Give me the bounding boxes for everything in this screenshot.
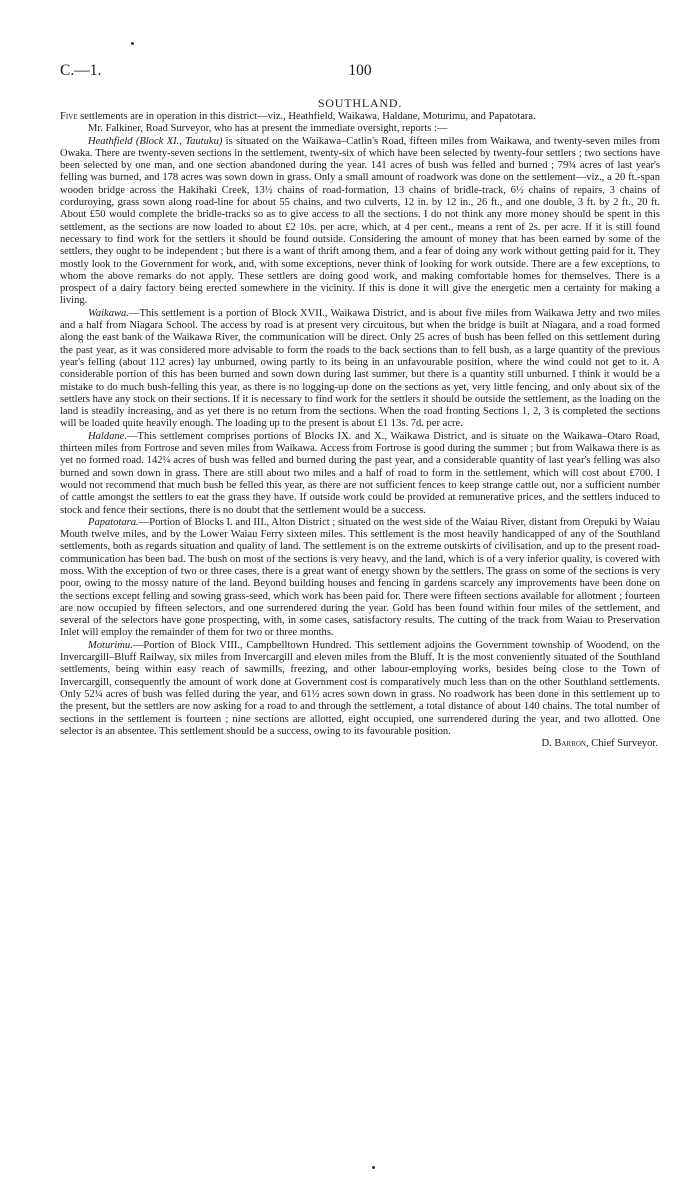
- document-body: [60, 111, 660, 750]
- paragraph-heading: Heathfield (Block XI., Tautuku): [88, 135, 223, 147]
- intro-lead-word: Five: [60, 111, 78, 122]
- signature-surname: Barron: [554, 738, 586, 750]
- paragraph-moturimu: [60, 640, 660, 738]
- intro-text: settlements are in operation in this district—viz., Heathfield, Waikawa, Haldane, Moturimu, and Papatotara.: [77, 111, 536, 122]
- paragraph-papatotara: [60, 517, 660, 640]
- paragraph-heading: Haldane.: [88, 430, 127, 442]
- signature: [60, 738, 660, 750]
- paragraph-text: —This settlement is a portion of Block XVII., Waikawa District, and is about five miles from Waikawa Jetty and two miles and a half from Niagara School. The access by road is at present very circuitous, but when the bridge is built at Niagara, and a road formed along the east bank of the Waikawa River, the communication will be direct. Only 25 acres of bush has been felled on this settlement during the past year, as it was considered more advisable to form the roads to the back sections than to fell bush, as a large quantity of the previous year's felling (about 112 acres) lay unburned, owing partly to its being in an unfavourable position, where the wind could not get to it. A considerable portion of this has been burned and sown down during last summer, but there is a quantity still unburned. I think it would be a mistake to do much bush-felling this year, as there is no logging-up done on the sections as yet, very little fencing, and only about six of the settlers have any stock on their sections. If it is necessary to find work for the settlers it should be outside the settlement, as the loading on the land is steadily increasing, and as yet there is no return from the sections. When the road fronting Sections 1, 2, 3 is completed the sections will be loaded quite heavily enough. The loading up to the present is about £1 13s. 7d. per acre.: [60, 307, 660, 430]
- paragraph-waikawa: [60, 308, 660, 431]
- page-mark-bottom: [372, 1166, 375, 1169]
- page-mark-top: [131, 42, 134, 45]
- page-header: [60, 62, 660, 84]
- paragraph-heading: Moturimu.: [88, 639, 133, 651]
- paragraph-text: —Portion of Block VIII., Campbelltown Hundred. This settlement adjoins the Government township of Woodend, on the Invercargill–Bluff Railway, six miles from Invercargill and eleven miles from the Bluff. It is the most conveniently situated of the Southland settlements, being within easy reach of sawmills, freezing, and other labour-employing works, besides being close to the Town of Invercargill, consequently the amount of work done at Government cost is comparatively much less than on the other Southland settlements. Only 52¼ acres of bush was felled during the year, and 61½ acres sown down in grass. No roadwork has been done in this settlement up to the present, but the settlers are now asking for a road to and through the settlement, a total distance of about 140 chains. The total number of sections in the settlement is fourteen ; nine sections are allotted, eight occupied, one surrendered during the year, and two allotted. One selector is an absentee. This settlement should be a success, owing to its favourable position.: [60, 639, 660, 737]
- intro-paragraph: [60, 111, 660, 123]
- paragraph-haldane: [60, 431, 660, 517]
- signature-initial: D.: [541, 738, 555, 750]
- page-number: 100: [348, 62, 372, 79]
- paragraph-text: —Portion of Blocks I. and III., Alton District ; situated on the west side of the Waiau River, distant from Orepuki by Waiau Mouth twelve miles, and by the Lower Waiau Ferry sixteen miles. This settlement is the most heavily handicapped of any of the Southland settlements, both as regards situation and quality of land. The settlement is on the extreme outskirts of civilisation, and up to the present road-communication has been bad. The bush on most of the sections is very heavy, and the land, which is of a very inferior quality, is covered with moss. With the exception of two or three cases, there is a great want of energy shown by the settlers. The grass on some of the sections is very poor, owing to the mossy nature of the land. Beyond building houses and fencing in gardens scarcely any improvements have been done on the sections except felling and sowing grass-seed, which work has been paid for. There were fifteen sections available for allotment ; fourteen are now occupied by fifteen selectors, and one surrendered during the year. Gold has been found within four miles of the settlement, and several of the selectors have gone prospecting, with, in some cases, satisfactory results. The cutting of the track from Waiau to Preservation Inlet will employ the remainder of them for two or three months.: [60, 516, 660, 639]
- paragraph-heading: Papatotara.: [88, 516, 139, 528]
- paragraph-text: is situated on the Waikawa–Catlin's Road, fifteen miles from Waikawa, and twenty-seven miles from Owaka. There are twenty-seven sections in the settlement, twenty-six of which have been selected by twenty-four settlers ; two sections have been selected by one man, and one section abandoned during the year. 141 acres of bush was felled and burned ; 79¾ acres of last year's felling was burned, and 178 acres was sown down in grass. Only a small amount of roadwork was done on the settlement—viz., a 20 ft.-span wooden bridge across the Hakihaki Creek, 13½ chains of road-formation, 13 chains of bridle-track, 6½ chains of repairs, 3 chains of corduroying, grass sown along road-line for about 55 chains, and two culverts, 12 in. by 12 in., 26 ft., and one double, 3 ft. by 2 ft., 20 ft. About £50 would complete the bridle-tracks so as to give access to all the sections. I do not think any more money should be spent in this settlement, as the sections are now loaded to about £2 10s. per acre, which, at 4 per cent., means a rent of 2s. per acre. If it is still found necessary to find work for the settlers it should be found outside. Considering the amount of money that has been earned by some of the settlers, they ought to be independent ; but there is a want of thrift among them, and a fear of doing any work without getting paid for it. They mostly look to the Government for work, and, with some exceptions, never think of looking for work outside. There are a few exceptions, to whom the above remarks do not apply. These settlers are doing good work, and making comfortable homes for themselves. There is a prospect of a dairy factory being erected somewhere in the vicinity. If this is done it will give the energetic men a certainty for making a living.: [60, 135, 661, 307]
- reporter-line: Mr. Falkiner, Road Surveyor, who has at present the immediate oversight, reports :—: [88, 123, 448, 135]
- document-reference: C.—1.: [60, 62, 102, 79]
- paragraph-heading: Waikawa.: [88, 307, 129, 319]
- signature-title: , Chief Surveyor.: [585, 738, 658, 750]
- paragraph-text: —This settlement comprises portions of Blocks IX. and X., Waikawa District, and is situate on the Waikawa–Otaro Road, thirteen miles from Fortrose and seven miles from Waikawa. Access from Fortrose is good during the summer ; but from Waikawa there is as yet no formed road. 142¼ acres of bush was felled and burned during the past year, and a considerable quantity of last year's felling was also burned and sown down in grass. There are still about two miles and a half of road to form in the settlement, which will cost about £700. I would not recommend that much bush be felled this year, as there are not sufficient fences to keep strange cattle out, nor a sufficient number of cattle amongst the settlers to eat the grass they have. If outside work could be provided at remunerative prices, and the settlers induced to stock and fence their sections, there is no doubt that the settlement would be a success.: [60, 430, 660, 516]
- paragraph-heathfield: [60, 136, 660, 308]
- section-title: SOUTHLAND.: [317, 96, 403, 110]
